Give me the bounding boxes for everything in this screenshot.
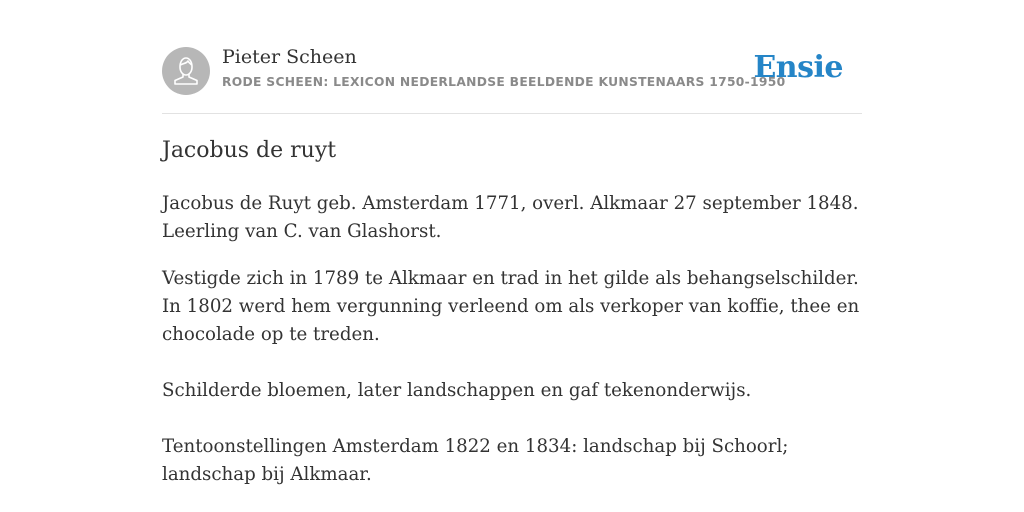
user-silhouette-icon	[162, 47, 210, 95]
author-name[interactable]: Pieter Scheen	[222, 46, 357, 68]
ensie-logo[interactable]: Ensie	[753, 50, 843, 85]
article-title: Jacobus de ruyt	[162, 138, 337, 163]
article-paragraph: Schilderde bloemen, later landschappen en gaf tekenonderwijs.	[162, 380, 752, 401]
header-divider	[162, 113, 862, 114]
article-body	[162, 190, 862, 489]
article-paragraph: Jacobus de Ruyt geb. Amsterdam 1771, overl. Alkmaar 27 september 1848. Leerling van C. van Glashorst.	[162, 193, 859, 242]
source-lexicon[interactable]: RODE SCHEEN: LEXICON NEDERLANDSE BEELDENDE KUNSTENAARS 1750-1950	[222, 75, 786, 89]
author-avatar[interactable]	[162, 47, 210, 95]
article-header	[162, 46, 862, 96]
article-paragraph: Tentoonstellingen Amsterdam 1822 en 1834: landschap bij Schoorl; landschap bij Alkmaar.	[162, 436, 789, 485]
article-paragraph: Vestigde zich in 1789 te Alkmaar en trad in het gilde als behangselschilder. In 1802 werd hem vergunning verleend om als verkoper van koffie, thee en chocolade op te treden.	[162, 268, 860, 345]
